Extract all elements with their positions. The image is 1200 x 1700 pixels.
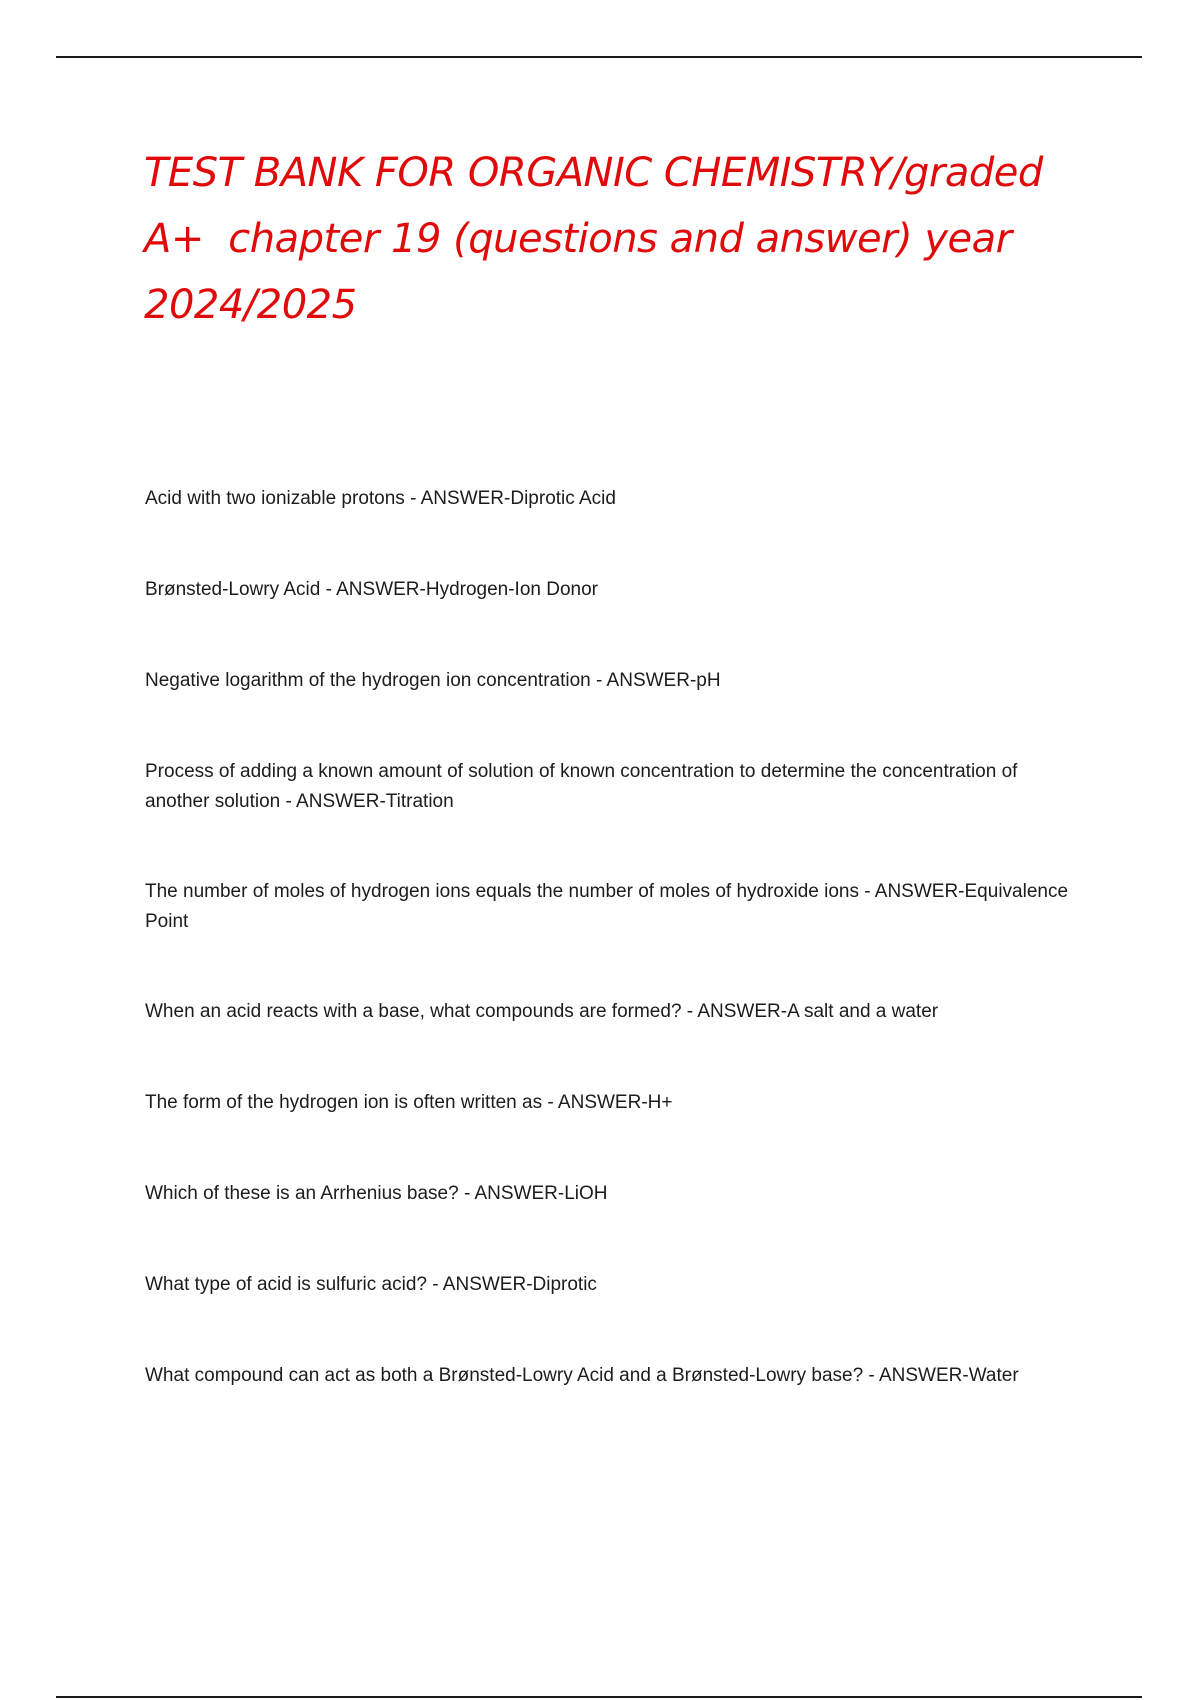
bottom-rule (56, 1696, 1142, 1698)
qa-item: The number of moles of hydrogen ions equals the number of moles of hydroxide ions - ANSWER-Equivalence Point (145, 881, 1069, 932)
qa-item: The form of the hydrogen ion is often written as - ANSWER-H+ (145, 1092, 673, 1113)
qa-item: When an acid reacts with a base, what compounds are formed? - ANSWER-A salt and a water (145, 1001, 939, 1022)
qa-item: Negative logarithm of the hydrogen ion concentration - ANSWER-pH (145, 670, 721, 691)
qa-item: Process of adding a known amount of solution of known concentration to determine the concentration of another solution - ANSWER-Titration (145, 761, 1018, 812)
qa-item: Which of these is an Arrhenius base? - ANSWER-LiOH (145, 1183, 608, 1204)
qa-item: Acid with two ionizable protons - ANSWER-Diprotic Acid (145, 488, 616, 509)
qa-item: Brønsted-Lowry Acid - ANSWER-Hydrogen-Ion Donor (145, 579, 598, 600)
top-rule (56, 56, 1142, 58)
qa-item: What compound can act as both a Brønsted-Lowry Acid and a Brønsted-Lowry base? - ANSWER-Water (145, 1365, 1019, 1386)
qa-list (145, 484, 1085, 1452)
qa-item: What type of acid is sulfuric acid? - ANSWER-Diprotic (145, 1274, 597, 1295)
document-title: TEST BANK FOR ORGANIC CHEMISTRY/graded A+ chapter 19 (questions and answer) year 2024/2025 (144, 150, 1055, 328)
